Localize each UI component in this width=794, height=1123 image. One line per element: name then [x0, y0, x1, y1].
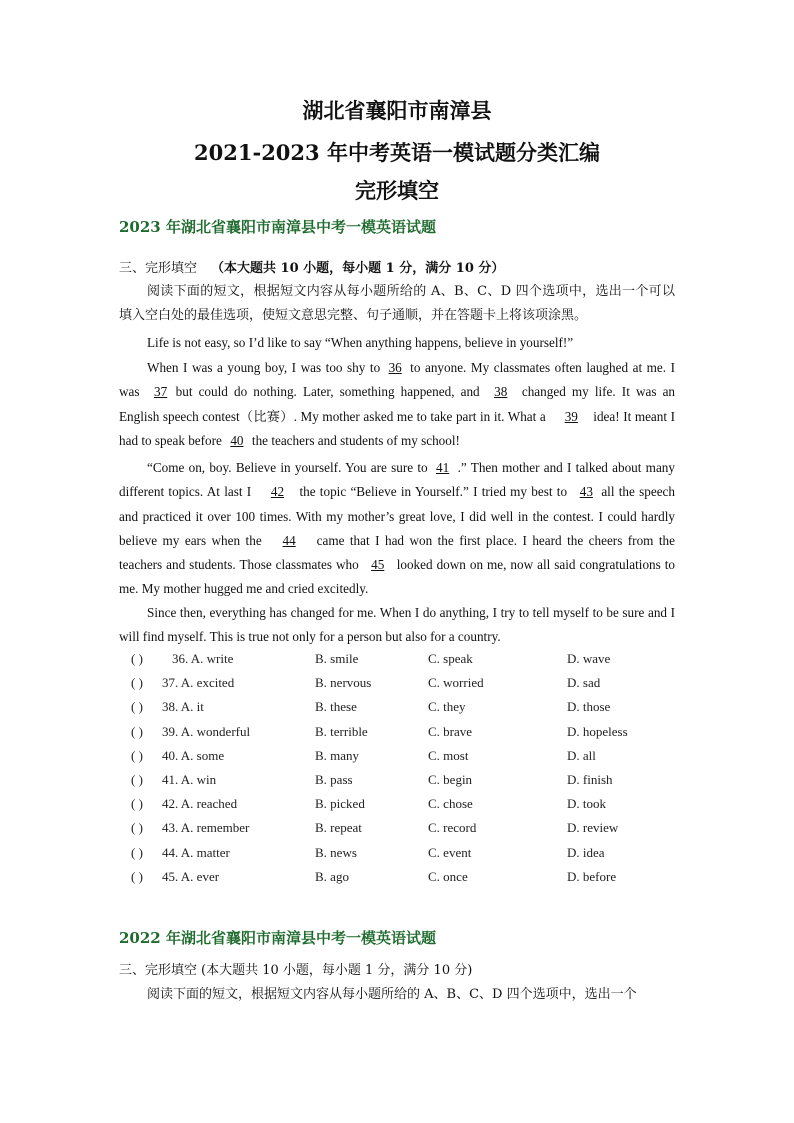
blank-38: 38	[494, 384, 508, 400]
option-a: 40. A. some	[162, 747, 225, 763]
section-2022-title: 2022 年湖北省襄阳市南漳县中考一模英语试题	[119, 929, 436, 947]
answer-bracket: ( )	[131, 868, 143, 884]
section-2023-instruction: 阅读下面的短文，根据短文内容从每小题所给的 A、B、C、D 四个选项中，选出一个可以填入空白处的最佳选项，使短文意思完整、句子通顺，并在答题卡上将该项涂黑。	[119, 284, 675, 323]
option-c: C. speak	[428, 651, 473, 666]
option-b: B. pass	[315, 771, 353, 787]
option-d: D. hopeless	[567, 723, 628, 739]
option-d: D. idea	[567, 844, 605, 860]
blank-39: 39	[564, 408, 578, 424]
option-b: B. repeat	[315, 820, 362, 836]
option-d: D. all	[567, 747, 596, 763]
blank-42: 42	[270, 484, 285, 500]
answer-bracket: ( )	[131, 796, 143, 812]
option-d: D. before	[567, 868, 617, 884]
option-b: B. ago	[315, 868, 349, 884]
part-note: （本大题共 10 小题，每小题 1 分，满分 10 分）	[211, 261, 505, 276]
option-a: 38. A. it	[162, 699, 204, 715]
part-note: (本大题共 10 小题，每小题 1 分，满分 10 分)	[201, 963, 473, 978]
option-c: C. they	[428, 699, 466, 715]
option-c: C. event	[428, 844, 472, 860]
option-a: 36. A. write	[172, 651, 234, 666]
option-a: 45. A. ever	[162, 868, 220, 884]
option-a: 44. A. matter	[162, 844, 230, 860]
option-d: D. those	[567, 699, 611, 715]
blank-44: 44	[282, 532, 296, 548]
passage-paragraph-1: Life is not easy, so I’d like to say “When anything happens, believe in yourself!”	[147, 335, 574, 350]
passage-paragraph-2: When I was a young boy, I was too shy to 36 to anyone. My classmates often laughed at me. I was 37 but could do nothing. Later, something happened, and 38 changed my life. It was an English speech contest（比赛）. My mother asked me to take part in it. What a 39 idea! It meant I had to speak before 40 the teachers and students of my school!	[119, 356, 675, 453]
option-row	[119, 820, 719, 844]
blank-41: 41	[436, 460, 450, 475]
passage-paragraph-4: Since then, everything has changed for me. When I do anything, I try to tell myself to be sure and I will find myself. This is true not only for a person but also for a country.	[119, 605, 675, 645]
doc-title-subject: 2021-2023 年中考英语一模试题分类汇编	[194, 140, 600, 165]
answer-bracket: ( )	[131, 651, 143, 666]
option-row	[119, 869, 719, 893]
option-c: C. chose	[428, 796, 473, 812]
answer-bracket: ( )	[131, 723, 143, 739]
section-2023-title: 2023 年湖北省襄阳市南漳县中考一模英语试题	[119, 218, 436, 236]
option-a: 37. A. excited	[162, 675, 235, 691]
option-b: B. many	[315, 747, 360, 763]
option-row	[119, 651, 719, 675]
option-d: D. finish	[567, 771, 613, 787]
option-b: B. news	[315, 844, 357, 860]
option-a: 41. A. win	[162, 771, 217, 787]
answer-bracket: ( )	[131, 844, 143, 860]
doc-title-topic: 完形填空	[355, 178, 439, 203]
option-c: C. worried	[428, 675, 484, 691]
option-b: B. terrible	[315, 723, 368, 739]
blank-37: 37	[154, 384, 168, 400]
option-row	[119, 748, 719, 772]
option-c: C. most	[428, 747, 469, 763]
option-row	[119, 675, 719, 699]
option-b: B. picked	[315, 796, 365, 812]
blank-43: 43	[579, 484, 593, 500]
option-d: D. sad	[567, 675, 601, 691]
section-2023-part-heading	[119, 257, 504, 276]
answer-bracket: ( )	[131, 771, 143, 787]
option-a: 39. A. wonderful	[162, 723, 251, 739]
option-b: B. nervous	[315, 675, 372, 691]
options-list	[119, 651, 719, 893]
part-label: 三、完形填空	[119, 261, 198, 276]
option-row	[119, 845, 719, 869]
option-a: 42. A. reached	[162, 796, 238, 812]
option-row	[119, 724, 719, 748]
section-2022-part-heading	[119, 959, 472, 978]
section-2022-instruction: 阅读下面的短文，根据短文内容从每小题所给的 A、B、C、D 四个选项中，选出一个	[147, 987, 637, 1002]
option-d: D. wave	[567, 651, 611, 666]
option-c: C. once	[428, 868, 468, 884]
blank-36: 36	[388, 360, 402, 375]
passage-paragraph-3: “Come on, boy. Believe in yourself. You are sure to 41 .” Then mother and I talked about many different topics. At last I 42 the topic “Believe in Yourself.” I tried my best to 43 all the speech and practiced it over 100 times. With my mother’s great love, I did well in the contest. I could hardly believe my ears when the 44 came that I had won the first place. I heard the cheers from the teachers and students. Those classmates who 45 looked down on me, now all said congratulations to me. My mother hugged me and cried excitedly.	[119, 456, 675, 602]
part-label: 三、完形填空	[119, 963, 198, 978]
option-c: C. begin	[428, 771, 473, 787]
blank-45: 45	[371, 557, 385, 573]
answer-bracket: ( )	[131, 675, 143, 691]
option-row	[119, 796, 719, 820]
option-c: C. brave	[428, 723, 473, 739]
blank-40: 40	[230, 432, 244, 448]
answer-bracket: ( )	[131, 699, 143, 715]
option-a: 43. A. remember	[162, 820, 250, 836]
answer-bracket: ( )	[131, 747, 143, 763]
option-row	[119, 772, 719, 796]
option-c: C. record	[428, 820, 477, 836]
answer-bracket: ( )	[131, 820, 143, 836]
option-d: D. review	[567, 820, 619, 836]
option-b: B. smile	[315, 651, 359, 666]
doc-title-region: 湖北省襄阳市南漳县	[302, 98, 492, 123]
option-row	[119, 699, 719, 723]
option-b: B. these	[315, 699, 357, 715]
option-d: D. took	[567, 796, 606, 812]
